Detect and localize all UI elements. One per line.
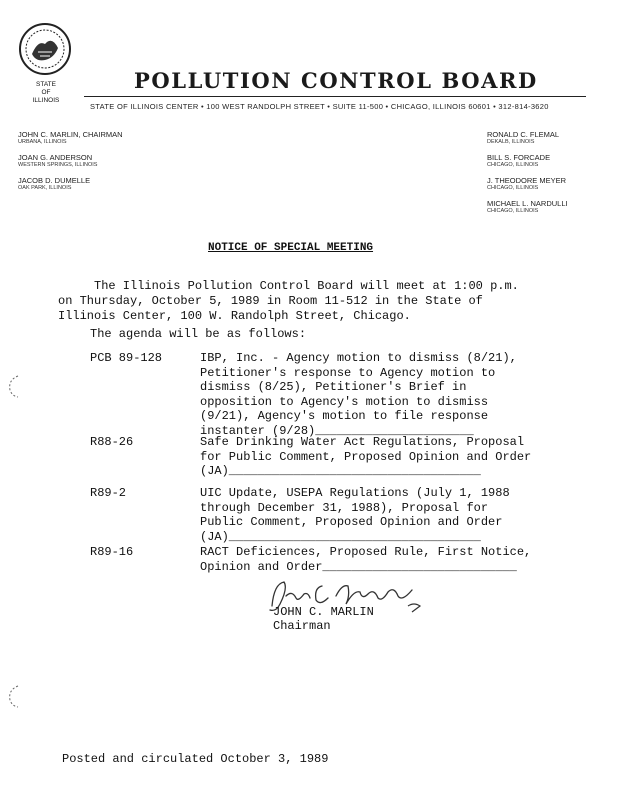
member-location: URBANA, ILLINOIS xyxy=(18,139,67,145)
member-location: CHICAGO, ILLINOIS xyxy=(487,208,539,214)
agenda-description: Safe Drinking Water Act Regulations, Proposal for Public Comment, Proposed Opinion and Order (JA)___________________________________ xyxy=(200,435,532,478)
agenda-docket-number: R89-16 xyxy=(90,545,134,559)
member-entry xyxy=(487,130,617,146)
seal-caption xyxy=(24,81,68,105)
member-location: CHICAGO, ILLINOIS xyxy=(487,185,539,191)
board-name: POLLUTION CONTROL BOARD xyxy=(134,68,538,93)
member-entry xyxy=(18,130,208,146)
agenda-docket-number: R88-26 xyxy=(90,435,134,449)
agenda-docket-number: R89-2 xyxy=(90,486,127,500)
agenda-description: UIC Update, USEPA Regulations (July 1, 1988 through December 31, 1988), Proposal for Public Comment, Proposed Opinion and Order (JA)___________________________________ xyxy=(200,486,510,544)
member-name: BILL S. FORCADE xyxy=(487,153,551,162)
notice-title: NOTICE OF SPECIAL MEETING xyxy=(208,242,374,254)
posted-date: Posted and circulated October 3, 1989 xyxy=(62,752,329,766)
state-seal-icon xyxy=(18,22,72,76)
member-name: MICHAEL L. NARDULLI xyxy=(487,199,568,208)
member-name: JOHN C. MARLIN, CHAIRMAN xyxy=(18,130,123,139)
member-entry xyxy=(18,176,208,192)
agenda-description: IBP, Inc. - Agency motion to dismiss (8/21), Petitioner's response to Agency motion to dismiss (8/25), Petitioner's Brief in opposition to Agency's motion to dismiss (9/21), Agency's motion to file response instanter (9/28)______________________ xyxy=(200,351,517,438)
letterhead-rule xyxy=(84,96,586,97)
agenda-description: RACT Deficiences, Proposed Rule, First Notice, Opinion and Order___________________________ xyxy=(200,545,532,574)
member-location: CHICAGO, ILLINOIS xyxy=(487,162,539,168)
member-location: OAK PARK, ILLINOIS xyxy=(18,185,72,191)
member-name: J. THEODORE MEYER xyxy=(487,176,567,185)
member-entry xyxy=(487,199,617,215)
member-location: DEKALB, ILLINOIS xyxy=(487,139,535,145)
seal-line: ILLINOIS xyxy=(32,97,60,104)
seal-line: STATE xyxy=(36,81,56,88)
member-name: JOAN G. ANDERSON xyxy=(18,153,93,162)
signer-title: Chairman xyxy=(273,619,331,633)
members-left-column xyxy=(18,130,208,199)
seal-line: OF xyxy=(41,89,51,96)
notice-paragraph: The Illinois Pollution Control Board will meet at 1:00 p.m. on Thursday, October 5, 1989 in Room 11-512 in the State of Illinois Center, 100 W. Randolph Street, Chicago. xyxy=(58,279,519,323)
board-address: STATE OF ILLINOIS CENTER • 100 WEST RANDOLPH STREET • SUITE 11-500 • CHICAGO, ILLINOIS 60601 • 312-814-3620 xyxy=(90,102,549,111)
member-name: RONALD C. FLEMAL xyxy=(487,130,560,139)
punch-hole-mark-icon xyxy=(4,682,26,710)
agenda-docket-number: PCB 89-128 xyxy=(90,351,163,365)
punch-hole-mark-icon xyxy=(4,372,26,400)
member-entry xyxy=(487,176,617,192)
member-entry xyxy=(487,153,617,169)
member-entry xyxy=(18,153,208,169)
signer-name: JOHN C. MARLIN xyxy=(273,605,374,619)
agenda-intro: The agenda will be as follows: xyxy=(90,327,307,341)
member-name: JACOB D. DUMELLE xyxy=(18,176,91,185)
members-right-column xyxy=(487,130,617,222)
member-location: WESTERN SPRINGS, ILLINOIS xyxy=(18,162,98,168)
